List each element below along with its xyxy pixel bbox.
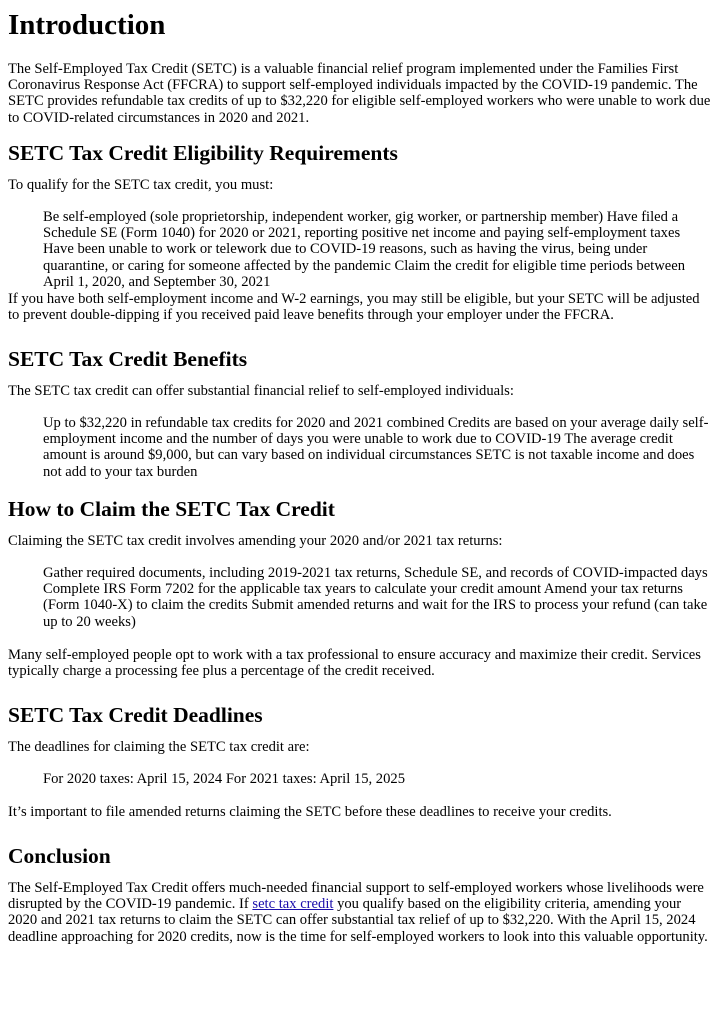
claim-intro: Claiming the SETC tax credit involves amending your 2020 and/or 2021 tax returns: [8,533,503,549]
deadlines-intro: The deadlines for claiming the SETC tax credit are: [8,739,310,755]
conclusion-text-after-link: you qualify based on the eligibility criteria, amending your 2020 and 2021 tax returns to claim the SETC can offer substantial tax relief of up to $32,220. With the April 15, 2024 deadline approaching for 2020 credits, now is the time for self-employed workers to look into this valuable opportunity. [8,896,708,945]
benefits-heading: SETC Tax Credit Benefits [8,347,248,371]
eligibility-heading: SETC Tax Credit Eligibility Requirements [8,141,398,165]
conclusion-paragraph [8,880,712,945]
setc-tax-credit-link[interactable]: setc tax credit [252,896,334,913]
claim-steps-list: Gather required documents, including 2019-2021 tax returns, Schedule SE, and records of COVID-impacted days Complete IRS Form 7202 for the applicable tax years to calculate your credit amount Amend your tax returns (Form 1040-X) to claim the credits Submit amended returns and wait for the IRS to process your refund (can take up to 20 weeks) [43,565,708,630]
introduction-heading: Introduction [8,9,166,41]
conclusion-heading: Conclusion [8,844,111,868]
eligibility-intro: To qualify for the SETC tax credit, you must: [8,177,274,193]
benefits-intro: The SETC tax credit can offer substantial financial relief to self-employed individuals: [8,383,514,399]
conclusion-text-before-link: The Self-Employed Tax Credit offers much-needed financial support to self-employed workers whose livelihoods were disrupted by the COVID-19 pandemic. If [8,880,704,913]
benefits-list: Up to $32,220 in refundable tax credits for 2020 and 2021 combined Credits are based on your average daily self-employment income and the number of days you were unable to work due to COVID-19 The average credit amount is around $9,000, but can vary based on individual circumstances SETC is not taxable income and does not add to your tax burden [43,415,709,480]
deadlines-note: It’s important to file amended returns claiming the SETC before these deadlines to receive your credits. [8,804,612,820]
deadlines-list: For 2020 taxes: April 15, 2024 For 2021 taxes: April 15, 2025 [43,771,405,787]
eligibility-list: Be self-employed (sole proprietorship, independent worker, gig worker, or partnership member) Have filed a Schedule SE (Form 1040) for 2020 or 2021, reporting positive net income and paying self-employment taxes Have been unable to work or telework due to COVID-19 reasons, such as having the virus, being under quarantine, or caring for someone affected by the pandemic Claim the credit for eligible time periods between April 1, 2020, and September 30, 2021 [43,209,686,290]
eligibility-note: If you have both self-employment income and W-2 earnings, you may still be eligible, but your SETC will be adjusted to prevent double-dipping if you received paid leave benefits through your employer under the FFCRA. [8,291,700,324]
introduction-paragraph: The Self-Employed Tax Credit (SETC) is a valuable financial relief program implemented under the Families First Coronavirus Response Act (FFCRA) to support self-employed individuals impacted by the COVID-19 pandemic. The SETC provides refundable tax credits of up to $32,220 for eligible self-employed workers who were unable to work due to COVID-related circumstances in 2020 and 2021. [8,61,711,126]
claim-note: Many self-employed people opt to work with a tax professional to ensure accuracy and maximize their credit. Services typically charge a processing fee plus a percentage of the credit received. [8,647,701,680]
claim-heading: How to Claim the SETC Tax Credit [8,497,335,521]
deadlines-heading: SETC Tax Credit Deadlines [8,703,263,727]
